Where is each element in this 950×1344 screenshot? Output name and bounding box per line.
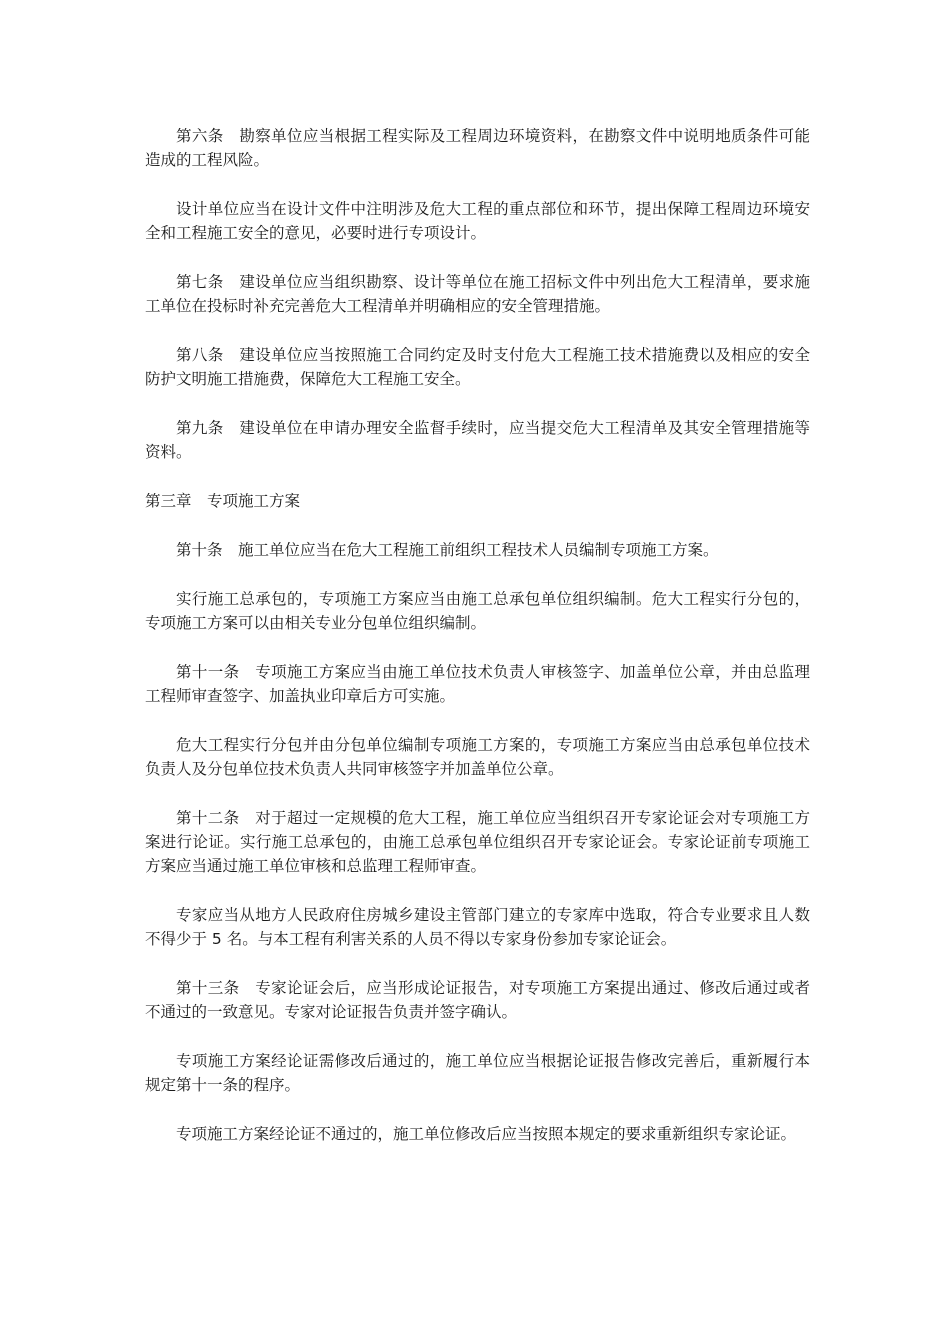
article-6-paragraph: 第六条 勘察单位应当根据工程实际及工程周边环境资料，在勘察文件中说明地质条件可能造成的工程风险。: [145, 127, 810, 169]
article-7-paragraph: 第七条 建设单位应当组织勘察、设计等单位在施工招标文件中列出危大工程清单，要求施工单位在投标时补充完善危大工程清单并明确相应的安全管理措施。: [145, 273, 810, 315]
general-contract-paragraph: 实行施工总承包的，专项施工方案应当由施工总承包单位组织编制。危大工程实行分包的，专项施工方案可以由相关专业分包单位组织编制。: [145, 590, 810, 632]
article-12-paragraph: 第十二条 对于超过一定规模的危大工程，施工单位应当组织召开专家论证会对专项施工方案进行论证。实行施工总承包的，由施工总承包单位组织召开专家论证会。专家论证前专项施工方案应当通过施工单位审核和总监理工程师审查。: [145, 809, 810, 875]
design-unit-paragraph: 设计单位应当在设计文件中注明涉及危大工程的重点部位和环节，提出保障工程周边环境安全和工程施工安全的意见，必要时进行专项设计。: [145, 200, 810, 242]
expert-selection-paragraph: 专家应当从地方人民政府住房城乡建设主管部门建立的专家库中选取，符合专业要求且人数不得少于 5 名。与本工程有利害关系的人员不得以专家身份参加专家论证会。: [145, 906, 810, 948]
chapter-3-heading: 第三章 专项施工方案: [145, 492, 301, 510]
article-11-paragraph: 第十一条 专项施工方案应当由施工单位技术负责人审核签字、加盖单位公章，并由总监理工程师审查签字、加盖执业印章后方可实施。: [145, 663, 810, 705]
subcontract-paragraph: 危大工程实行分包并由分包单位编制专项施工方案的，专项施工方案应当由总承包单位技术负责人及分包单位技术负责人共同审核签字并加盖单位公章。: [145, 736, 810, 778]
document-body: [145, 124, 810, 1171]
revision-pass-paragraph: 专项施工方案经论证需修改后通过的，施工单位应当根据论证报告修改完善后，重新履行本规定第十一条的程序。: [145, 1052, 810, 1094]
article-8-paragraph: 第八条 建设单位应当按照施工合同约定及时支付危大工程施工技术措施费以及相应的安全防护文明施工措施费，保障危大工程施工安全。: [145, 346, 810, 388]
article-10-paragraph: 第十条 施工单位应当在危大工程施工前组织工程技术人员编制专项施工方案。: [176, 541, 719, 559]
article-9-paragraph: 第九条 建设单位在申请办理安全监督手续时，应当提交危大工程清单及其安全管理措施等资料。: [145, 419, 810, 461]
revision-fail-paragraph: 专项施工方案经论证不通过的，施工单位修改后应当按照本规定的要求重新组织专家论证。: [176, 1125, 797, 1143]
article-13-paragraph: 第十三条 专家论证会后，应当形成论证报告，对专项施工方案提出通过、修改后通过或者不通过的一致意见。专家对论证报告负责并签字确认。: [145, 979, 810, 1021]
